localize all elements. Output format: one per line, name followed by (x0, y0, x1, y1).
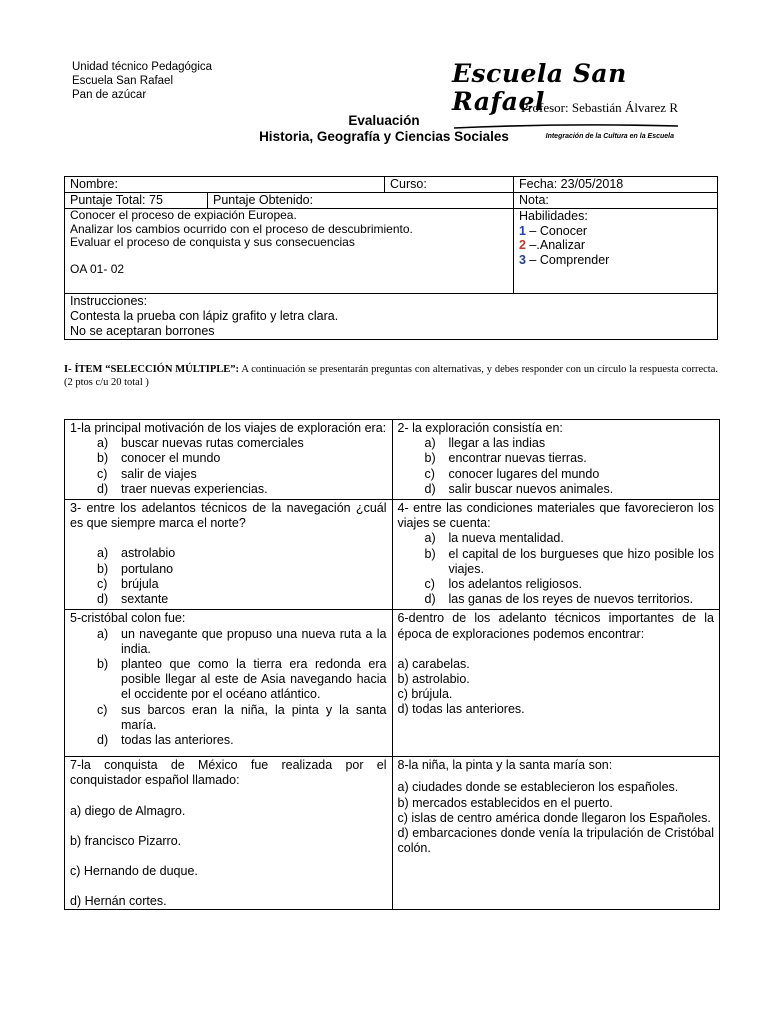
school-line: Unidad técnico Pedagógica (72, 61, 213, 73)
answer-option[interactable]: a) la nueva mentalidad. (424, 531, 564, 546)
answer-option[interactable]: a) carabelas. (397, 656, 470, 671)
answer-option[interactable]: b) mercados establecidos en el puerto. (397, 795, 613, 810)
answer-option[interactable]: a) ciudades donde se establecieron los españoles. (397, 780, 679, 795)
oa-code: OA 01- 02 (70, 261, 125, 276)
answer-option[interactable]: d) embarcaciones donde venía la tripulación de Cristóbal colón. (397, 826, 714, 856)
question-3 (65, 500, 393, 610)
answer-option[interactable]: b) astrolabio. (397, 672, 470, 687)
answer-option[interactable]: a) diego de Almagro. (70, 803, 186, 818)
skills-cell (514, 209, 718, 294)
answer-option[interactable]: c) salir de viajes (97, 466, 197, 481)
instruction-line: Contesta la prueba con lápiz grafito y letra clara. (70, 309, 339, 323)
question-2 (392, 420, 720, 500)
instructions-title: Instrucciones: (70, 294, 148, 308)
answer-option[interactable]: b) planteo que como la tierra era redonda era posible llegar al este de Asia navegando hacia el occidente por el océano atlántico. (97, 657, 387, 702)
question-text: 1-la principal motivación de los viajes de exploración era: (70, 421, 387, 435)
school-info (72, 60, 212, 102)
question-1 (65, 420, 393, 500)
skill-item: 1 – Conocer (519, 223, 588, 238)
objective-item: Conocer el proceso de expiación Europea. (70, 208, 297, 222)
answer-option[interactable]: c) islas de centro américa donde llegaron los Españoles. (397, 810, 711, 825)
course-field[interactable]: Curso: (385, 177, 514, 193)
section-heading (64, 363, 718, 389)
skill-item: 2 –.Analizar (519, 238, 586, 252)
answer-option[interactable]: b) el capital de los burgueses que hizo posible los viajes. (424, 546, 714, 576)
instruction-line: No se aceptaran borrones (70, 324, 215, 338)
objective-item: Evaluar el proceso de conquista y sus consecuencias (70, 235, 355, 249)
objectives-cell (65, 209, 514, 294)
question-4 (392, 500, 720, 610)
answer-option[interactable]: a) llegar a las indias (424, 436, 546, 451)
question-6 (392, 610, 720, 757)
question-text: 5-cristóbal colon fue: (70, 611, 186, 626)
objective-item: Analizar los cambios ocurrido con el proceso de descubrimiento. (70, 221, 413, 236)
answer-option[interactable]: c) brújula (97, 576, 159, 591)
answer-option[interactable]: b) conocer el mundo (97, 451, 221, 466)
question-8 (392, 757, 720, 910)
teacher-name: Profesor: Sebastián Álvarez R (520, 100, 678, 115)
question-text: 7-la conquista de México fue realizada por el conquistador español llamado: (70, 758, 387, 788)
school-line: Escuela San Rafael (72, 75, 174, 87)
answer-option[interactable]: a) astrolabio (97, 546, 176, 561)
question-text: 6-dentro de los adelanto técnicos importantes de la época de exploraciones podemos encontrar: (397, 611, 714, 641)
logo-name: Escuela San Rafael (452, 59, 627, 116)
answer-option[interactable]: d) traer nuevas experiencias. (97, 481, 268, 496)
obtained-score-field[interactable]: Puntaje Obtenido: (208, 193, 514, 209)
answer-option[interactable]: c) brújula. (397, 687, 453, 702)
skill-item: 3 – Comprender (519, 252, 610, 267)
answer-option[interactable]: c) sus barcos eran la niña, la pinta y la santa maría. (97, 702, 387, 732)
answer-option[interactable]: d) sextante (97, 592, 169, 607)
answer-option[interactable]: b) encontrar nuevas tierras. (424, 451, 587, 466)
question-text: 2- la exploración consistía en: (397, 421, 563, 435)
answer-option[interactable]: d) las ganas de los reyes de nuevos territorios. (424, 592, 694, 607)
section-title: I- ÍTEM “SELECCIÓN MÚLTIPLE”: (64, 364, 240, 375)
answer-option[interactable]: b) francisco Pizarro. (70, 833, 182, 848)
question-text: 8-la niña, la pinta y la santa maría son: (397, 758, 613, 773)
answer-option[interactable]: d) Hernán cortes. (70, 894, 167, 909)
grade-field[interactable]: Nota: (514, 193, 718, 209)
date-field: Fecha: 23/05/2018 (514, 177, 718, 193)
answer-option[interactable]: a) buscar nuevas rutas comerciales (97, 436, 304, 451)
questions-table (64, 419, 720, 910)
question-5 (65, 610, 393, 757)
total-score: Puntaje Total: 75 (65, 193, 208, 209)
page-title: Evaluación (348, 113, 420, 128)
section-description: A continuación se presentarán preguntas con alternativas, y debes responder con un círculo la respuesta correcta. (2 ptos c/u 20 total ) (64, 364, 719, 388)
logo-tagline: Integración de la Cultura en la Escuela (545, 133, 674, 140)
question-7 (65, 757, 393, 910)
answer-option[interactable]: d) todas las anteriores. (97, 733, 234, 748)
instructions-cell (65, 294, 718, 340)
answer-option[interactable]: c) Hernando de duque. (70, 864, 198, 879)
school-line: Pan de azúcar (72, 89, 147, 101)
student-info-table (64, 176, 718, 340)
subject-title: Historia, Geografía y Ciencias Sociales (259, 129, 509, 144)
question-text: 4- entre las condiciones materiales que favorecieron los viajes se cuenta: (397, 501, 714, 531)
answer-option[interactable]: a) un navegante que propuso una nueva ruta a la india. (97, 626, 387, 656)
answer-option[interactable]: d) todas las anteriores. (397, 702, 525, 717)
answer-option[interactable]: b) portulano (97, 561, 174, 576)
answer-option[interactable]: d) salir buscar nuevos animales. (424, 481, 614, 496)
answer-option[interactable]: c) conocer lugares del mundo (424, 466, 600, 481)
skills-title: Habilidades: (519, 209, 588, 223)
answer-option[interactable]: c) los adelantos religiosos. (424, 577, 582, 592)
name-field[interactable]: Nombre: (65, 177, 385, 193)
question-text: 3- entre los adelantos técnicos de la navegación ¿cuál es que siempre marca el norte? (70, 501, 387, 531)
